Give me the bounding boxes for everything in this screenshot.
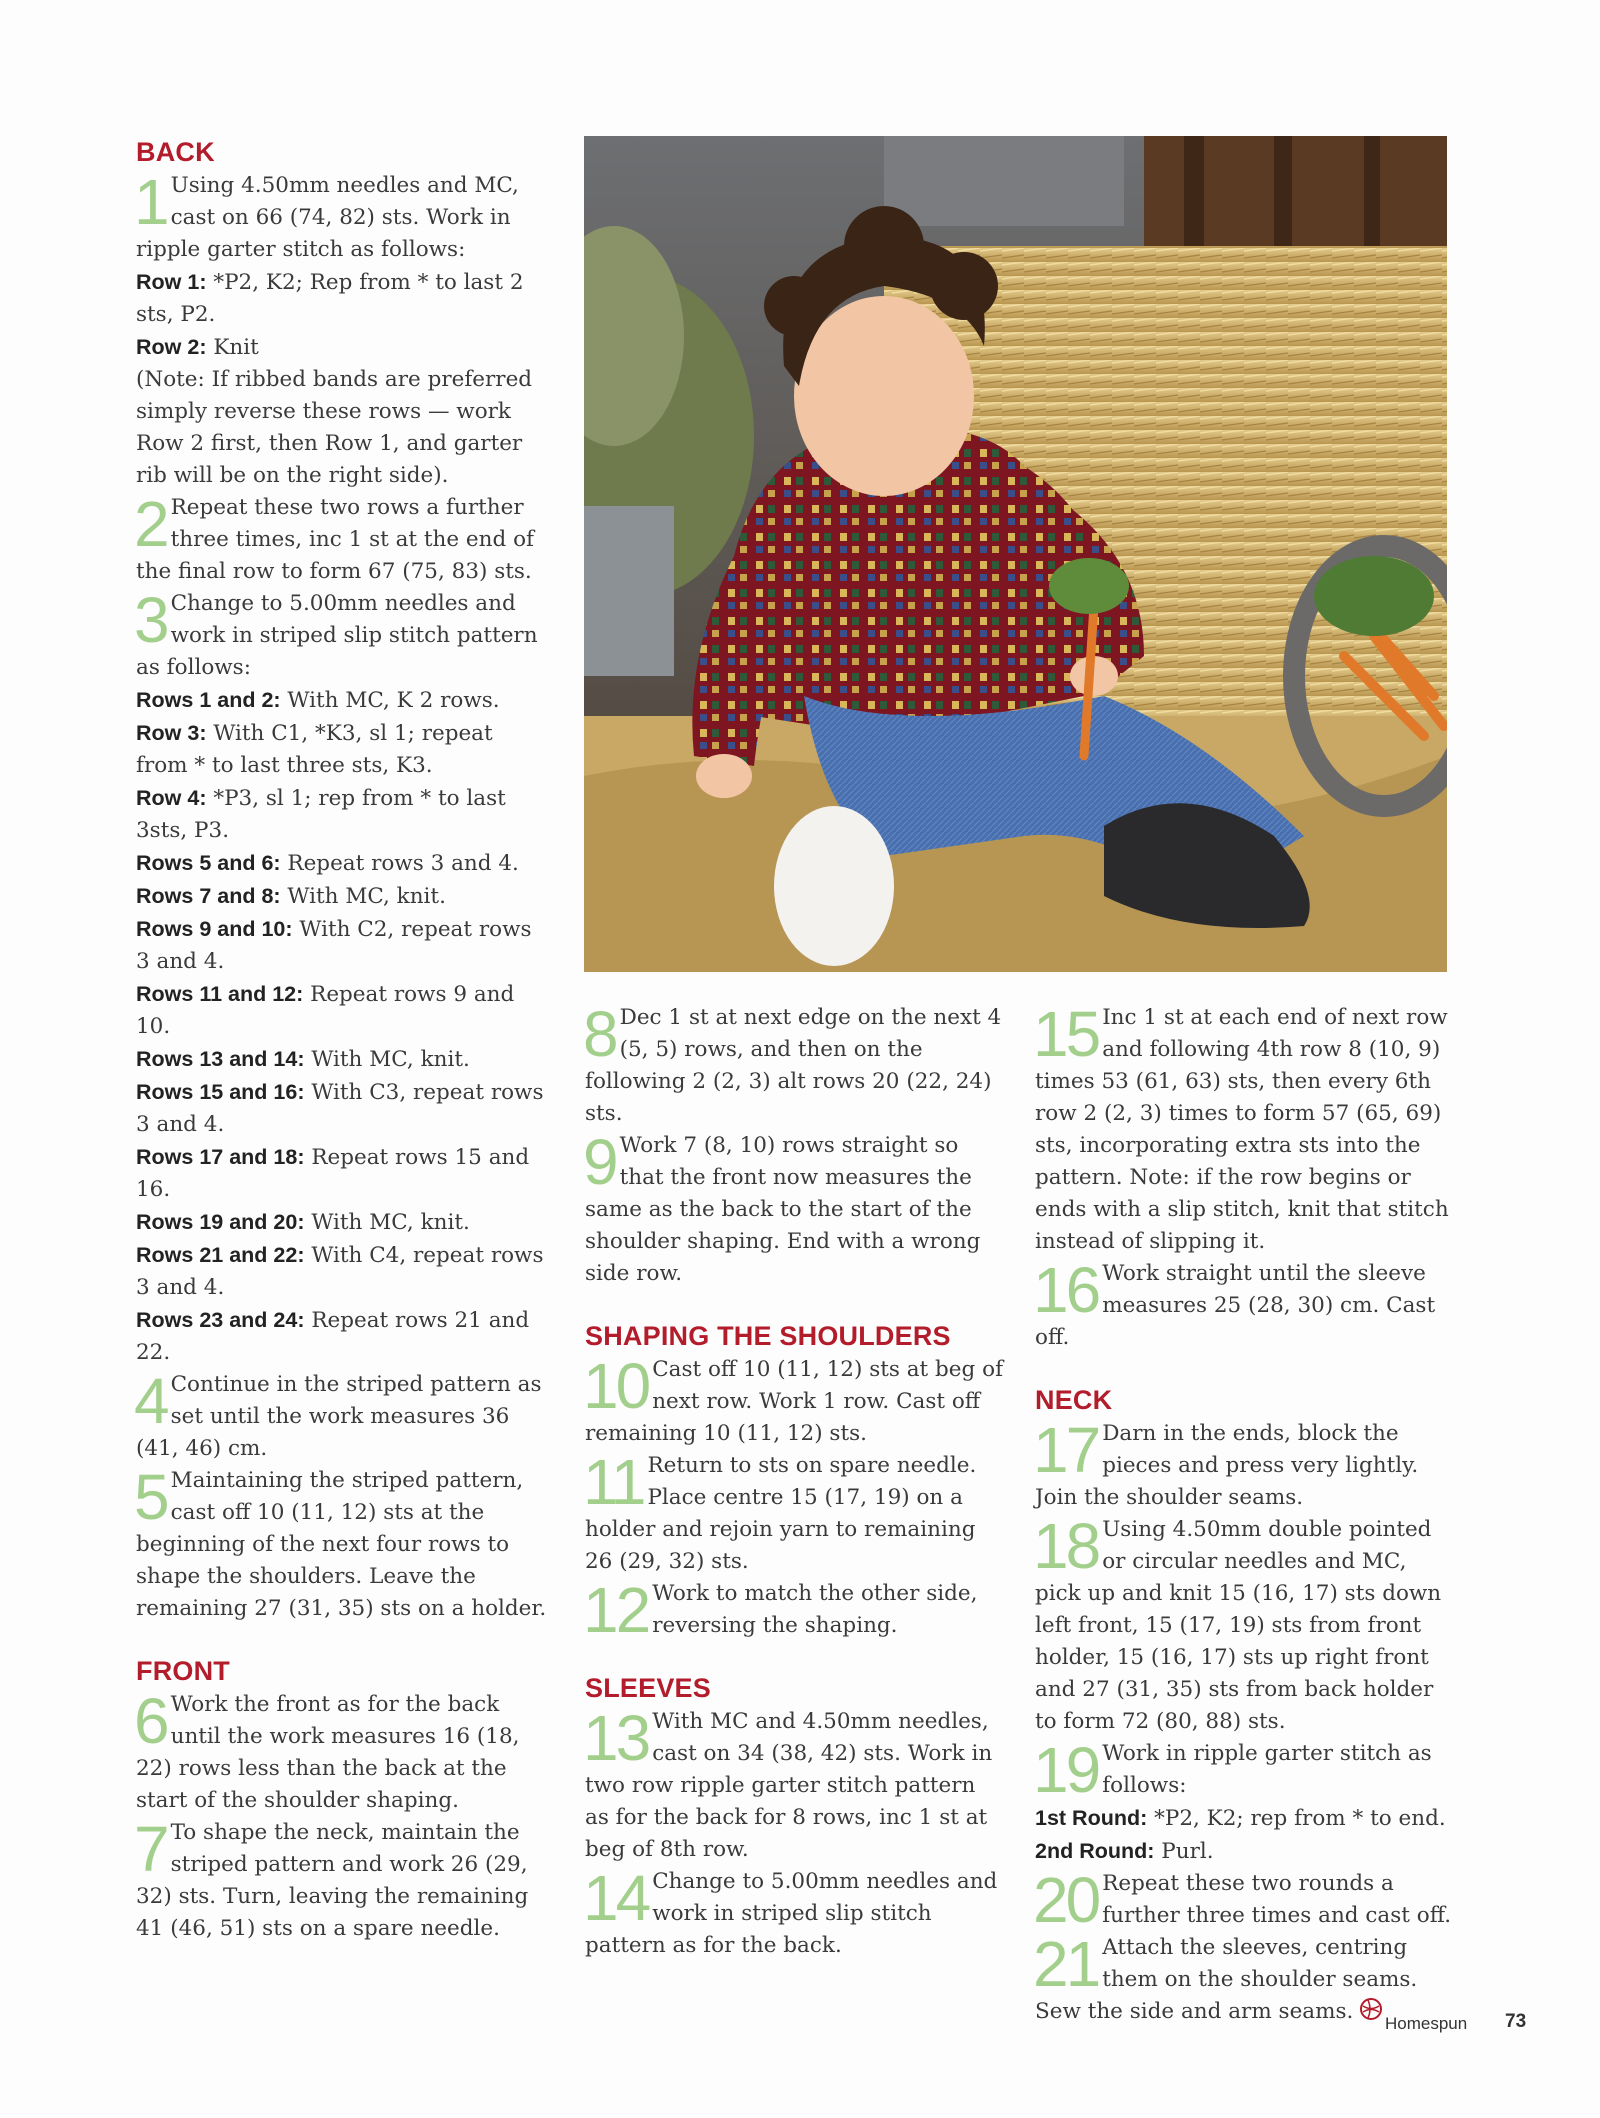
step-number: 19 — [1033, 1734, 1099, 1806]
step-number: 11 — [583, 1446, 644, 1518]
step-text: Work the front as for the back until the work measures 16 (18, 22) rows less than the back at the start of the shoulder shaping. — [136, 1692, 520, 1813]
step-text: Work in ripple garter stitch as follows: — [1102, 1741, 1432, 1798]
row-instruction: Row 2: Knit — [136, 335, 259, 360]
step-number: 18 — [1033, 1510, 1099, 1582]
heading-neck: NECK — [1035, 1385, 1113, 1415]
step-text: Darn in the ends, block the pieces and press very lightly. Join the shoulder seams. — [1035, 1421, 1419, 1510]
step-text: Return to sts on spare needle. Place centre 15 (17, 19) on a holder and rejoin yarn to remaining 26 (29, 32) sts. — [585, 1453, 977, 1574]
round-instruction: 1st Round: *P2, K2; rep from * to end. — [1035, 1806, 1446, 1831]
photo-child-on-hay — [584, 136, 1447, 972]
yarn-ball-icon — [1359, 1997, 1383, 2031]
row-instruction: Rows 1 and 2: With MC, K 2 rows. — [136, 688, 500, 713]
step-19 — [1033, 1734, 1455, 1806]
step-20 — [1033, 1864, 1455, 1936]
row-instruction: Row 3: With C1, *K3, sl 1; repeat from * to last three sts, K3. — [136, 721, 493, 778]
step-text: Attach the sleeves, centring them on the shoulder seams. Sew the side and arm seams. — [1035, 1935, 1418, 2024]
heading-shaping-shoulders: SHAPING THE SHOULDERS — [585, 1321, 951, 1351]
step-number: 21 — [1033, 1928, 1099, 2000]
step-text: Repeat these two rounds a further three times and cast off. — [1102, 1871, 1452, 1928]
step-text: Dec 1 st at next edge on the next 4 (5, 5) rows, and then on the following 2 (2, 3) alt rows 20 (22, 24) sts. — [585, 1005, 1002, 1126]
step-text: Cast off 10 (11, 12) sts at beg of next row. Work 1 row. Cast off remaining 10 (11, 12) sts. — [585, 1357, 1004, 1446]
step-18 — [1033, 1510, 1455, 1738]
step-number: 1 — [134, 166, 167, 238]
note-text: (Note: If ribbed bands are preferred simply reverse these rows — work Row 2 first, then Row 1, and garter rib will be on the right side). — [136, 367, 533, 488]
step-number: 9 — [583, 1126, 616, 1198]
step-number: 15 — [1033, 998, 1099, 1070]
step-number: 2 — [134, 488, 167, 560]
step-4 — [134, 1365, 551, 1465]
step-text: With MC and 4.50mm needles, cast on 34 (38, 42) sts. Work in two row ripple garter stitch pattern as for the back for 8 rows, inc 1 st at beg of 8th row. — [585, 1709, 993, 1862]
step-text: Change to 5.00mm needles and work in striped slip stitch pattern as for the back. — [585, 1869, 998, 1958]
step-number: 17 — [1033, 1414, 1099, 1486]
step-text: Continue in the striped pattern as set until the work measures 36 (41, 46) cm. — [136, 1372, 542, 1461]
step-5 — [134, 1461, 551, 1625]
round-instruction: 2nd Round: Purl. — [1035, 1839, 1214, 1864]
step-number: 8 — [583, 998, 616, 1070]
step-15 — [1033, 998, 1455, 1258]
step-number: 20 — [1033, 1864, 1099, 1936]
step-number: 12 — [583, 1574, 649, 1646]
step-number: 4 — [134, 1365, 167, 1437]
step-17 — [1033, 1414, 1455, 1514]
footer-brand: Homespun — [1385, 2014, 1468, 2033]
column-middle — [583, 998, 1005, 1962]
heading-back: BACK — [136, 137, 215, 167]
row-instruction: Rows 19 and 20: With MC, knit. — [136, 1210, 470, 1235]
row-instruction: Rows 15 and 16: With C3, repeat rows 3 and 4. — [136, 1080, 544, 1137]
step-text: Work 7 (8, 10) rows straight so that the front now measures the same as the back to the start of the shoulder shaping. End with a wrong side row. — [585, 1133, 981, 1286]
step-number: 14 — [583, 1862, 649, 1934]
heading-front: FRONT — [136, 1656, 230, 1686]
page-number: 73 — [1505, 2011, 1527, 2032]
step-10 — [583, 1350, 1005, 1450]
step-number: 10 — [583, 1350, 649, 1422]
step-number: 16 — [1033, 1254, 1099, 1326]
row-instruction: Rows 11 and 12: Repeat rows 9 and 10. — [136, 982, 515, 1039]
step-16 — [1033, 1254, 1455, 1354]
column-right — [1033, 998, 1455, 2031]
row-instruction: Rows 7 and 8: With MC, knit. — [136, 884, 446, 909]
step-7 — [134, 1813, 551, 1945]
step-text: Work to match the other side, reversing the shaping. — [652, 1581, 978, 1638]
heading-sleeves: SLEEVES — [585, 1673, 711, 1703]
step-2 — [134, 488, 551, 588]
step-text: Repeat these two rows a further three times, inc 1 st at the end of the final row to form 67 (75, 83) sts. — [136, 495, 534, 584]
column-left — [136, 134, 551, 1945]
step-11 — [583, 1446, 1005, 1578]
row-instruction: Row 1: *P2, K2; Rep from * to last 2 sts, P2. — [136, 270, 524, 327]
row-instruction: Rows 13 and 14: With MC, knit. — [136, 1047, 470, 1072]
step-text: Using 4.50mm needles and MC, cast on 66 (74, 82) sts. Work in ripple garter stitch as follows: — [136, 173, 519, 262]
step-8 — [583, 998, 1005, 1130]
row-instruction: Rows 23 and 24: Repeat rows 21 and 22. — [136, 1308, 530, 1365]
row-instruction: Rows 17 and 18: Repeat rows 15 and 16. — [136, 1145, 530, 1202]
row-instruction: Rows 5 and 6: Repeat rows 3 and 4. — [136, 851, 519, 876]
step-1 — [134, 166, 551, 266]
step-number: 5 — [134, 1461, 167, 1533]
row-instruction: Row 4: *P3, sl 1; rep from * to last 3sts, P3. — [136, 786, 506, 843]
step-number: 6 — [134, 1685, 167, 1757]
step-6 — [134, 1685, 551, 1817]
step-number: 13 — [583, 1702, 649, 1774]
step-9 — [583, 1126, 1005, 1290]
step-13 — [583, 1702, 1005, 1866]
step-14 — [583, 1862, 1005, 1962]
step-text: Change to 5.00mm needles and work in striped slip stitch pattern as follows: — [136, 591, 538, 680]
row-instruction: Rows 9 and 10: With C2, repeat rows 3 and 4. — [136, 917, 532, 974]
step-text: Using 4.50mm double pointed or circular needles and MC, pick up and knit 15 (16, 17) sts down left front, 15 (17, 19) sts from front holder, 15 (16, 17) sts up right front and 27 (31, 35) sts from back holder to form 72 (80, 88) sts. — [1035, 1517, 1442, 1734]
step-number: 7 — [134, 1813, 167, 1885]
step-text: Work straight until the sleeve measures 25 (28, 30) cm. Cast off. — [1035, 1261, 1436, 1350]
step-number: 3 — [134, 584, 167, 656]
step-12 — [583, 1574, 1005, 1646]
step-text: Inc 1 st at each end of next row and following 4th row 8 (10, 9) times 53 (61, 63) sts, then every 6th row 2 (2, 3) times to form 57 (65, 69) sts, incorporating extra sts into the pattern. Note: if the row begins or ends with a slip stitch, knit that stitch instead of slipping it. — [1035, 1005, 1449, 1254]
step-text: Maintaining the striped pattern, cast off 10 (11, 12) sts at the beginning of the next four rows to shape the shoulders. Leave the remaining 27 (31, 35) sts on a holder. — [136, 1468, 547, 1621]
step-text: To shape the neck, maintain the striped pattern and work 26 (29, 32) sts. Turn, leaving the remaining 41 (46, 51) sts on a spare needle. — [136, 1820, 529, 1941]
step-3 — [134, 584, 551, 684]
row-instruction: Rows 21 and 22: With C4, repeat rows 3 and 4. — [136, 1243, 544, 1300]
